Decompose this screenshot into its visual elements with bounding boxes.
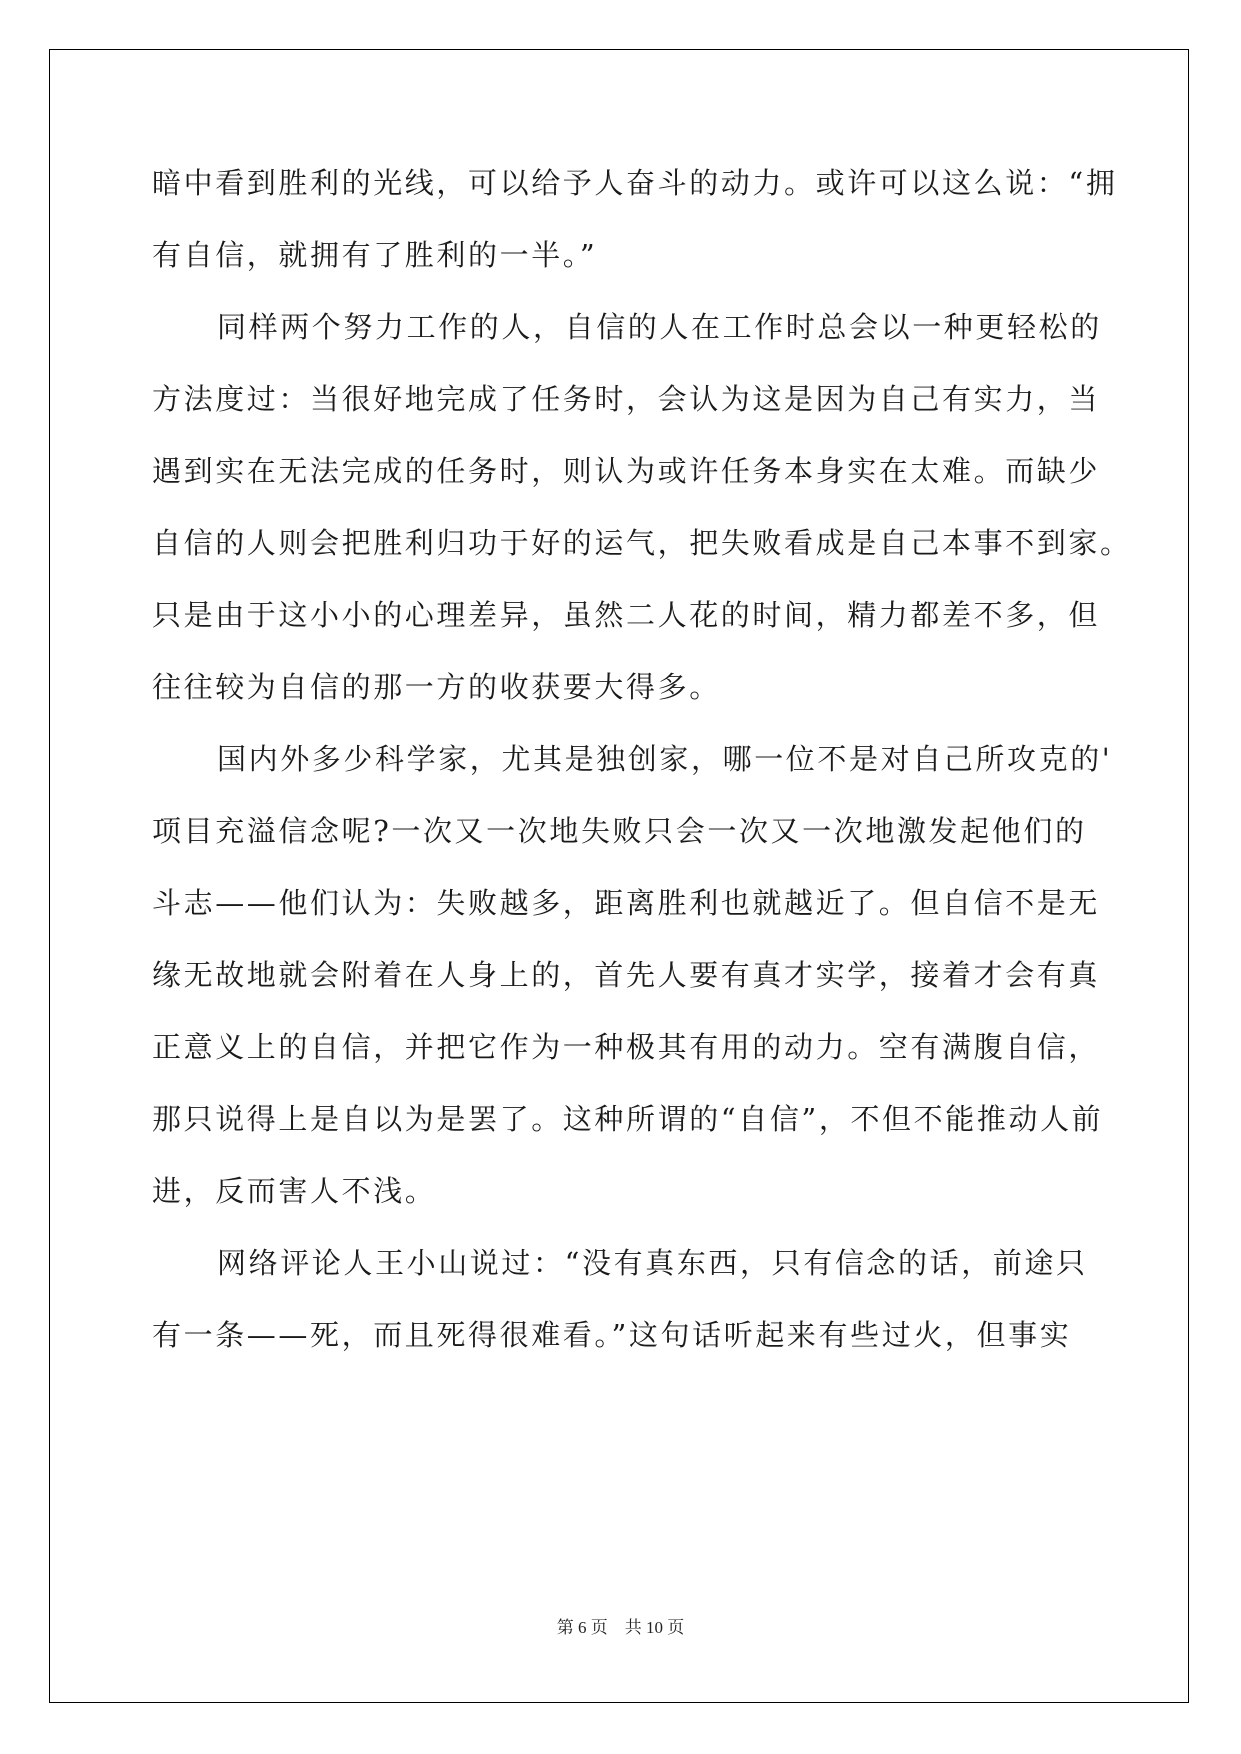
text-line: 缘无故地就会附着在人身上的，首先人要有真才实学，接着才会有真 <box>152 958 1101 992</box>
paragraph-first-line: 国内外多少科学家，尤其是独创家，哪一位不是对自己所攻克的' <box>217 742 1113 776</box>
text-line: 那只说得上是自以为是罢了。这种所谓的“自信”，不但不能推动人前 <box>152 1102 1104 1136</box>
text-line: 有自信，就拥有了胜利的一半。” <box>152 238 598 272</box>
text-line: 斗志——他们认为：失败越多，距离胜利也就越近了。但自信不是无 <box>152 886 1101 920</box>
paragraph-first-line: 同样两个努力工作的人，自信的人在工作时总会以一种更轻松的 <box>217 310 1102 344</box>
text-line: 方法度过：当很好地完成了任务时，会认为这是因为自己有实力，当 <box>152 382 1101 416</box>
text-line: 遇到实在无法完成的任务时，则认为或许任务本身实在太难。而缺少 <box>152 454 1101 488</box>
text-line: 往往较为自信的那一方的收获要大得多。 <box>152 670 721 704</box>
document-body <box>152 163 1132 1387</box>
text-line: 正意义上的自信，并把它作为一种极其有用的动力。空有满腹自信， <box>152 1030 1101 1064</box>
text-line: 暗中看到胜利的光线，可以给予人奋斗的动力。或许可以这么说：“拥 <box>152 166 1118 200</box>
page-number-footer: 第 6 页 共 10 页 <box>556 1618 685 1637</box>
text-line: 自信的人则会把胜利归功于好的运气，把失败看成是自己本事不到家。 <box>152 526 1132 560</box>
text-line: 有一条——死，而且死得很难看。”这句话听起来有些过火，但事实 <box>152 1318 1072 1352</box>
text-line: 只是由于这小小的心理差异，虽然二人花的时间，精力都差不多，但 <box>152 598 1101 632</box>
text-line: 项目充溢信念呢?一次又一次地失败只会一次又一次地激发起他们的 <box>152 814 1087 848</box>
paragraph-first-line: 网络评论人王小山说过：“没有真东西，只有信念的话，前途只 <box>217 1246 1088 1280</box>
text-line: 进，反而害人不浅。 <box>152 1174 437 1208</box>
